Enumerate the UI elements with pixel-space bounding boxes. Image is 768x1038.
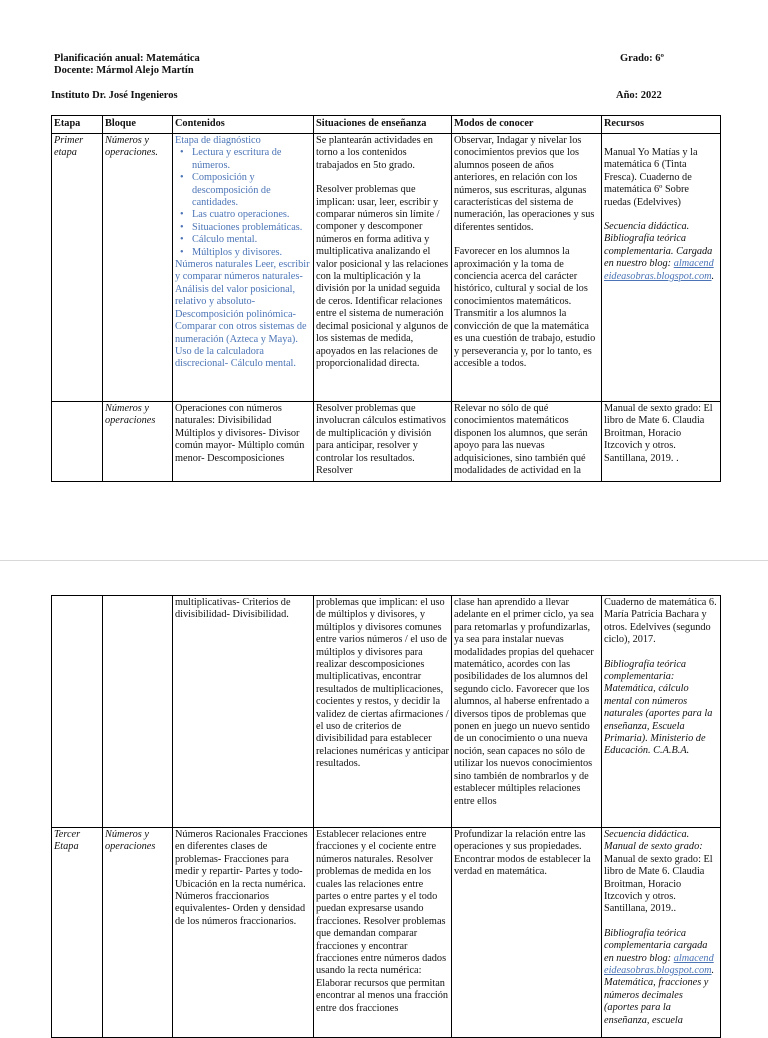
recursos-cell bbox=[602, 828, 721, 1038]
col-header-etapa: Etapa bbox=[52, 116, 103, 134]
modos-paragraph: Favorecer en los alumnos la aproximación y la toma de conciencia acerca del carácter histórico, cultural y social de los conocimientos matemáticos. Transmitir a los alumnos la convicción de que la matemática es una cuestión de trabajo, estudio y perseverancia y, por lo tanto, es accesible a todos. bbox=[454, 246, 596, 369]
list-item: • Cálculo mental. bbox=[192, 234, 311, 246]
table-row bbox=[52, 828, 721, 1038]
situaciones-cell: Resolver problemas que involucran cálculos estimativos de multiplicación y división para anticipar, resolver y controlar los resultados. Resolver bbox=[314, 402, 452, 482]
etapa-cell bbox=[52, 402, 103, 482]
recursos-cell bbox=[602, 134, 721, 402]
etapa-cell: Primer etapa bbox=[52, 134, 103, 402]
etapa-cell bbox=[52, 596, 103, 828]
contenidos-cell: multiplicativas- Criterios de divisibilidad- Divisibilidad. bbox=[173, 596, 314, 828]
list-item: • Situaciones problemáticas. bbox=[192, 222, 311, 234]
blog-link[interactable]: almacendeideasobras.blogspot.com bbox=[604, 952, 714, 977]
col-header-contenidos: Contenidos bbox=[173, 116, 314, 134]
col-header-recursos: Recursos bbox=[602, 116, 721, 134]
col-header-bloque: Bloque bbox=[103, 116, 173, 134]
situaciones-cell: Establecer relaciones entre fracciones y el cociente entre números naturales. Resolver problemas de medida en los cuales las relaciones entre partes o entre partes y el todo puedan expresarse usando fracciones. Resolver problemas que demandan comparar fracciones y encontrar fracciones entre números dados usando la recta numérica: Elaborar recursos que permitan encontrar al menos una fracción entre dos fracciones bbox=[314, 828, 452, 1038]
situaciones-cell: problemas que implican: el uso de múltiplos y divisores, y múltiplos y divisores comunes entre varios números / el uso de múltiplos y divisores para realizar descomposiciones multiplicativas, encontrar resultados de multiplicaciones, cocientes y restos, y decidir la validez de ciertas afirmaciones / el uso de criterios de divisibilidad para establecer relaciones numéricas y anticipar resultados. bbox=[314, 596, 452, 828]
modos-paragraph: Observar, Indagar y nivelar los conocimientos previos que los alumnos poseen de años anteriores, en relación con los números, sus escrituras, algunas características del sistema de numeración, las operaciones y sus diferentes sentidos. bbox=[454, 135, 595, 233]
list-item: • Lectura y escritura de números. bbox=[192, 147, 311, 172]
recursos-paragraph: Cuaderno de matemática 6. María Patricia Bachara y otros. Edelvives (segundo ciclo), 2017. bbox=[604, 597, 717, 646]
modos-cell: Relevar no sólo de qué conocimientos matemáticos disponen los alumnos, que serán apoyo para las nuevas adquisiciones, sino también qué modalidades de actividad en la bbox=[452, 402, 602, 482]
situaciones-cell bbox=[314, 134, 452, 402]
recursos-paragraph: Manual de sexto grado: El libro de Mate 6. Claudia Broitman, Horacio Itzcovich y otros. Santillana, 2019.. bbox=[604, 853, 713, 915]
modos-cell: Profundizar la relación entre las operaciones y sus propiedades. Encontrar modos de establecer la verdad en matemática. bbox=[452, 828, 602, 1038]
contenidos-cell: Números Racionales Fracciones en diferentes clases de problemas- Fracciones para medir y repartir- Partes y todo- Ubicación en la recta numérica. Números fraccionarios equivalentes- Orden y densidad de los números fraccionarios. bbox=[173, 828, 314, 1038]
planning-table-continued bbox=[51, 595, 721, 1038]
recursos-paragraph: Bibliografía teórica complementaria cargada en nuestro blog: almacendeideasobras.blogspot.com. Matemática, fracciones y números decimales (aportes para la enseñanza, escuela bbox=[604, 927, 715, 1026]
table-row bbox=[52, 402, 721, 482]
grado-label: Grado: 6º bbox=[620, 53, 665, 64]
contenidos-list bbox=[175, 147, 311, 259]
col-header-modos: Modos de conocer bbox=[452, 116, 602, 134]
bloque-cell: Números y operaciones. bbox=[103, 134, 173, 402]
table-row bbox=[52, 596, 721, 828]
recursos-paragraph: Secuencia didáctica. Bibliografía teórica complementaria. Cargada en nuestro blog: almacendeideasobras.blogspot.com. bbox=[604, 221, 715, 282]
document-title: Planificación anual: Matemática bbox=[54, 53, 200, 64]
bloque-cell: Números y operaciones bbox=[103, 402, 173, 482]
etapa-cell: Tercer Etapa bbox=[52, 828, 103, 1038]
blog-link[interactable]: almacendeideasobras.blogspot.com bbox=[604, 258, 714, 282]
recursos-cell: Manual de sexto grado: El libro de Mate 6. Claudia Broitman, Horacio Itzcovich y otros. Santillana, 2019. . bbox=[602, 402, 721, 482]
contenidos-text: Números naturales Leer, escribir y comparar números naturales- Análisis del valor posicional, relativo y absoluto- Descomposición polinómica- Comparar con otros sistemas de numeración (Azteca y Maya). Uso de la calculadora discrecional- Cálculo mental. bbox=[175, 259, 310, 370]
instituto-label: Instituto Dr. José Ingenieros bbox=[51, 90, 178, 101]
bloque-cell: Números y operaciones bbox=[103, 828, 173, 1038]
list-item: • Múltiplos y divisores. bbox=[192, 247, 311, 259]
situaciones-paragraph: Se plantearán actividades en torno a los contenidos trabajados en 5to grado. bbox=[316, 135, 433, 171]
recursos-paragraph: Manual Yo Matías y la matemática 6 (Tinta Fresca). Cuaderno de matemática 6º Sobre ruedas (Edelvives) bbox=[604, 147, 698, 208]
document-page-2 bbox=[0, 560, 768, 1025]
table-row bbox=[52, 134, 721, 402]
recursos-paragraph: Secuencia didáctica. Manual de sexto grado: bbox=[604, 829, 703, 853]
list-item: • Composición y descomposición de cantidades. bbox=[192, 172, 311, 209]
anio-label: Año: 2022 bbox=[616, 90, 662, 101]
planning-table bbox=[51, 115, 721, 482]
recursos-paragraph: Bibliografía teórica complementaria: Matemática, cálculo mental con números naturales (aportes para la enseñanza, Escuela Primaria). Ministerio de Educación. C.A.B.A. bbox=[604, 658, 713, 757]
contenidos-cell bbox=[173, 134, 314, 402]
modos-cell bbox=[452, 134, 602, 402]
contenidos-title: Etapa de diagnóstico bbox=[175, 135, 261, 146]
list-item: • Las cuatro operaciones. bbox=[192, 209, 311, 221]
table-header-row bbox=[52, 116, 721, 134]
col-header-situaciones: Situaciones de enseñanza bbox=[314, 116, 452, 134]
contenidos-cell: Operaciones con números naturales: Divisibilidad Múltiplos y divisores- Divisor común mayor- Múltiplo común menor- Descomposiciones bbox=[173, 402, 314, 482]
bloque-cell bbox=[103, 596, 173, 828]
modos-cell: clase han aprendido a llevar adelante en el primer ciclo, ya sea para retomarlas y profundizarlas, ya sea para instalar nuevas modalidades propias del quehacer matemático, acordes con las posibilidades de los alumnos del segundo ciclo. Favorecer que los alumnos, al haberse enfrentado a diversos tipos de problemas que ponen en juego un nuevo sentido de un conocimiento o una nueva noción, sean capaces no sólo de utilizar los nuevos conocimientos sino también de nombrarlos y de establecer múltiples relaciones entre ellos bbox=[452, 596, 602, 828]
situaciones-paragraph: Resolver problemas que implican: usar, leer, escribir y comparar números sin límite / componer y descomponer números en forma aditiva y multiplicativa analizando el valor posicional y las relaciones con la multiplicación y la división por la unidad seguida de ceros. Identificar relaciones entre el sistema de numeración decimal posicional y algunos de los sistemas de medida, apoyados en las relaciones de proporcionalidad directa. bbox=[316, 184, 449, 369]
docente-label: Docente: Mármol Alejo Martín bbox=[54, 65, 194, 76]
recursos-cell bbox=[602, 596, 721, 828]
